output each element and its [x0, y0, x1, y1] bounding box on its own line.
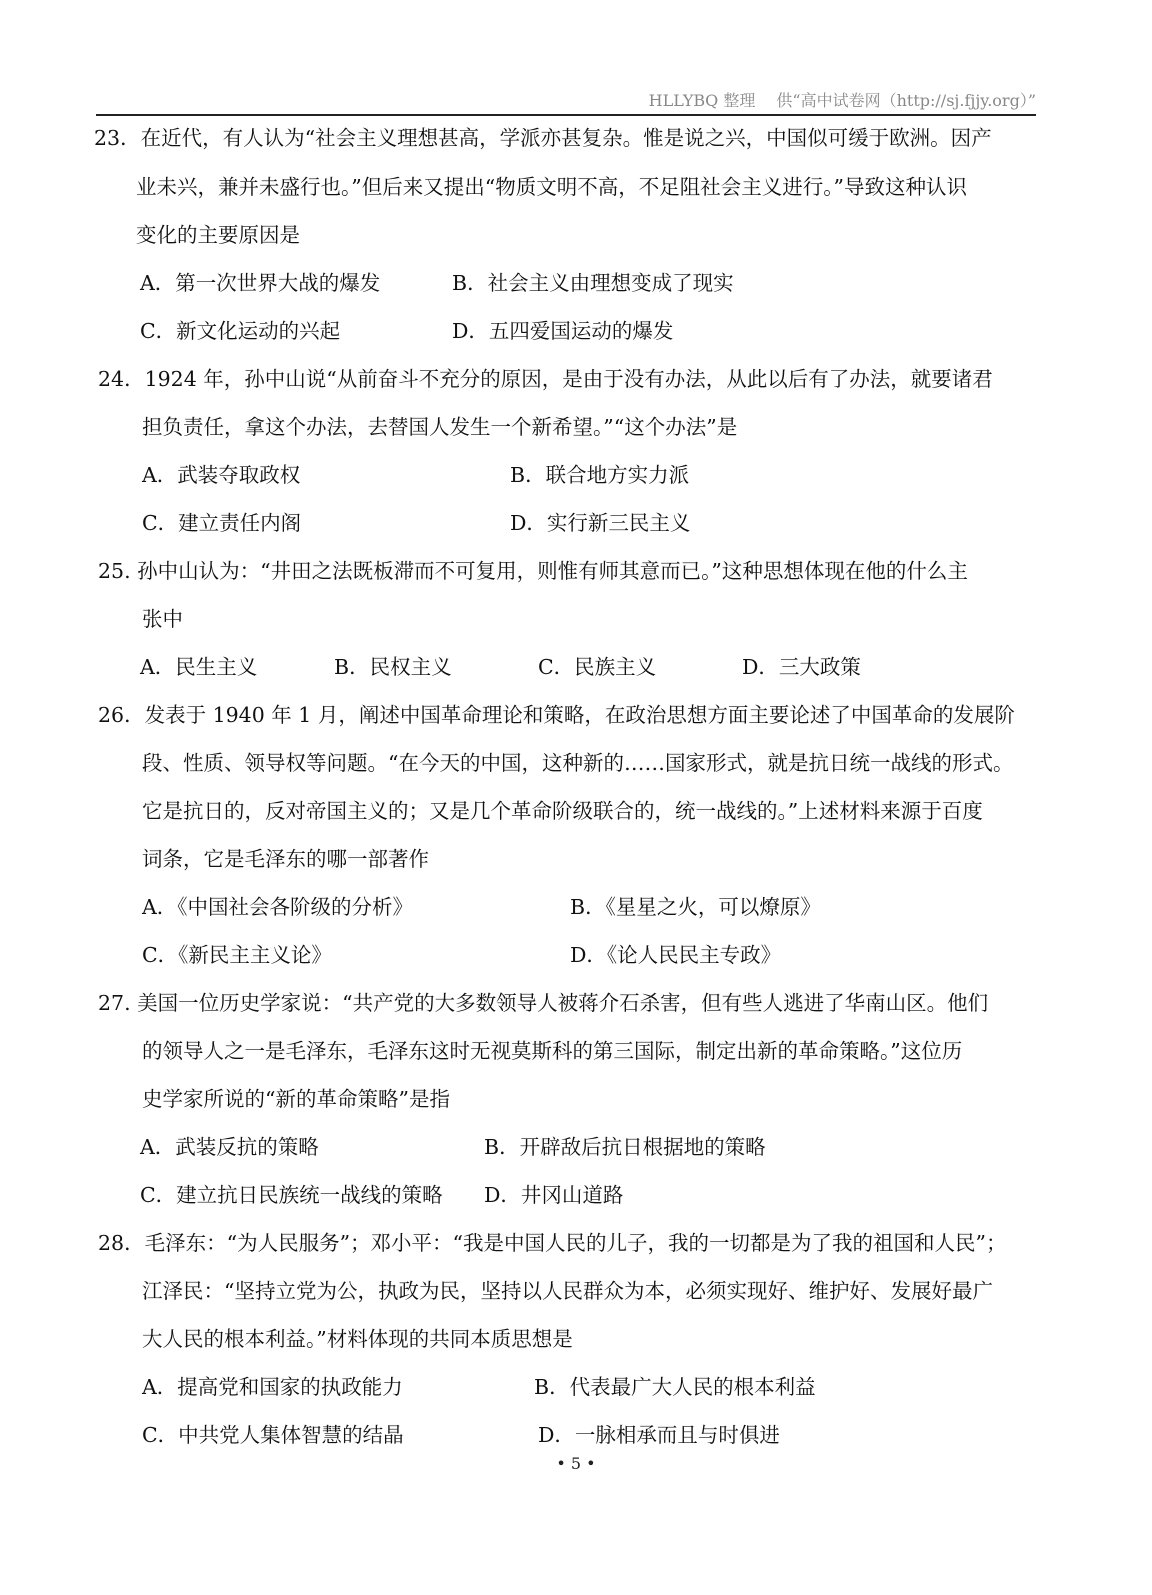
option-b: B．开辟敌后抗日根据地的策略: [484, 1135, 766, 1159]
question-text-line: 27. 美国一位历史学家说：“共产党的大多数领导人被蒋介石杀害，但有些人逃进了华南山区。他们: [98, 991, 989, 1015]
page-header: [96, 86, 1036, 116]
option-d: D．一脉相承而且与时俱进: [538, 1423, 780, 1447]
option-b: B．联合地方实力派: [510, 463, 690, 487]
option-a: A．第一次世界大战的爆发: [140, 271, 381, 295]
question-text-line: 词条，它是毛泽东的哪一部著作: [142, 847, 429, 871]
option-a: A．民生主义: [140, 655, 258, 679]
option-c: C．建立责任内阁: [142, 511, 302, 535]
option-a: A．武装反抗的策略: [140, 1135, 319, 1159]
question-text-line: 担负责任，拿这个办法，去替国人发生一个新希望。”“这个办法”是: [142, 415, 738, 439]
option-c: C．民族主义: [538, 655, 657, 679]
option-b: B．代表最广大人民的根本利益: [534, 1375, 816, 1399]
option-d: D．三大政策: [742, 655, 861, 679]
option-d: D．《论人民民主专政》: [570, 943, 782, 967]
question-text-line: 大人民的根本利益。”材料体现的共同本质思想是: [142, 1327, 573, 1351]
question-text-line: 23．在近代，有人认为“社会主义理想甚高，学派亦甚复杂。惟是说之兴，中国似可缓于欧洲。因产: [94, 126, 992, 150]
option-b: B．《星星之火，可以燎原》: [570, 895, 821, 919]
option-a: A．《中国社会各阶级的分析》: [142, 895, 414, 919]
option-c: C．中共党人集体智慧的结晶: [142, 1423, 404, 1447]
option-c: C．新文化运动的兴起: [140, 319, 341, 343]
option-a: A．提高党和国家的执政能力: [142, 1375, 403, 1399]
question-text-line: 26．发表于 1940 年 1 月，阐述中国革命理论和策略，在政治思想方面主要论述了中国革命的发展阶: [98, 703, 1015, 727]
option-d: D．井冈山道路: [484, 1183, 624, 1207]
option-a: A．武装夺取政权: [142, 463, 301, 487]
header-source-text: HLLYBQ 整理 供“高中试卷网（http://sj.fjjy.org）”: [648, 91, 1036, 110]
question-text-line: 24．1924 年，孙中山说“从前奋斗不充分的原因，是由于没有办法，从此以后有了办法，就要诸君: [98, 367, 993, 391]
option-d: D．实行新三民主义: [510, 511, 691, 535]
question-text-line: 段、性质、领导权等问题。“在今天的中国，这种新的……国家形式，就是抗日统一战线的形式。: [142, 751, 1014, 775]
option-c: C．《新民主主义论》: [142, 943, 332, 967]
option-b: B．社会主义由理想变成了现实: [452, 271, 734, 295]
question-text-line: 张中: [142, 607, 183, 631]
option-d: D．五四爱国运动的爆发: [452, 319, 674, 343]
option-c: C．建立抗日民族统一战线的策略: [140, 1183, 443, 1207]
question-text-line: 变化的主要原因是: [136, 223, 300, 247]
question-text-line: 的领导人之一是毛泽东，毛泽东这时无视莫斯科的第三国际，制定出新的革命策略。”这位历: [142, 1039, 963, 1063]
question-text-line: 史学家所说的“新的革命策略”是指: [142, 1087, 450, 1111]
option-b: B．民权主义: [334, 655, 452, 679]
question-text-line: 江泽民：“坚持立党为公，执政为民，坚持以人民群众为本，必须实现好、维护好、发展好最广: [142, 1279, 993, 1303]
question-text-line: 业未兴，兼并未盛行也。”但后来又提出“物质文明不高，不足阻社会主义进行。”导致这种认识: [136, 175, 967, 199]
question-text-line: 28．毛泽东：“为人民服务”；邓小平：“我是中国人民的儿子，我的一切都是为了我的祖国和人民”；: [98, 1231, 1007, 1255]
question-text-line: 它是抗日的，反对帝国主义的；又是几个革命阶级联合的，统一战线的。”上述材料来源于百度: [142, 799, 983, 823]
page-number: • 5 •: [556, 1454, 596, 1473]
question-text-line: 25. 孙中山认为：“井田之法既板滞而不可复用，则惟有师其意而已。”这种思想体现在他的什么主: [98, 559, 968, 583]
